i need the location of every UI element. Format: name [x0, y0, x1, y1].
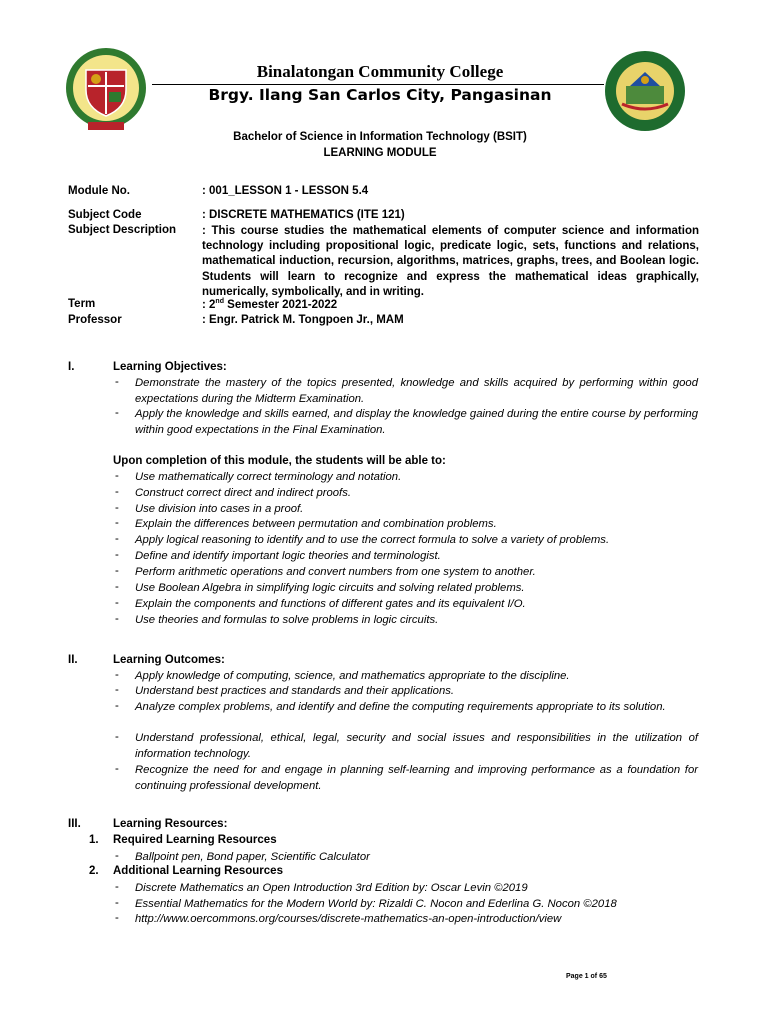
subject-description-value: : This course studies the mathematical elements of computer science and information technology including propositional logic, predicate logic, sets, functions and relations, mathematical induction, recursion, algorithms, matrices, graphs, trees, and Boolean logic. Students will learn to recognize and express the mathematical ideas graphically, numerically, symbolically, and in writing. [202, 225, 699, 298]
bullet: - [115, 470, 119, 482]
list-item: Explain the differences between permutation and combination problems. [135, 518, 497, 530]
list-item: Apply logical reasoning to identify and to use the correct formula to solve a variety of problems. [135, 534, 610, 546]
bullet: - [115, 897, 119, 909]
resource-number: 1. [89, 834, 99, 846]
bullet: - [115, 502, 119, 514]
link-item[interactable]: http://www.oercommons.org/courses/discrete-mathematics-an-open-introduction/view [135, 913, 562, 925]
bullet: - [115, 881, 119, 893]
list-item: Discrete Mathematics an Open Introduction 3rd Edition by: Oscar Levin ©2019 [135, 882, 528, 894]
section-title: Learning Resources: [113, 818, 228, 830]
section-number: III. [68, 818, 81, 830]
list-item: Essential Mathematics for the Modern World by: Rizaldi C. Nocon and Ederlina G. Nocon ©2018 [135, 898, 617, 910]
resource-number: 2. [89, 865, 99, 877]
list-item: Define and identify important logic theories and terminologist. [135, 550, 441, 562]
bullet: - [115, 684, 119, 696]
header-divider [152, 84, 604, 85]
list-item: Understand best practices and standards and their applications. [135, 685, 455, 697]
module-no-value: : 001_LESSON 1 - LESSON 5.4 [202, 185, 369, 197]
college-address: Brgy. Ilang San Carlos City, Pangasinan [208, 86, 552, 104]
list-item: Construct correct direct and indirect proofs. [135, 487, 351, 499]
term-value: : 2nd Semester 2021-2022 [202, 298, 338, 311]
bullet: - [115, 486, 119, 498]
bullet: - [115, 533, 119, 545]
bullet: - [115, 613, 119, 625]
resource-title: Additional Learning Resources [113, 865, 283, 877]
section-title: Learning Objectives: [113, 361, 227, 373]
professor-value: : Engr. Patrick M. Tongpoen Jr., MAM [202, 314, 404, 326]
college-seal-logo [64, 46, 148, 136]
list-item: Understand professional, ethical, legal, security and social issues and responsibilities in the utilization of information technology. [135, 732, 698, 760]
subject-description-label: Subject Description [68, 224, 176, 236]
list-item: Analyze complex problems, and identify and define the computing requirements appropriate to its solution. [135, 701, 666, 713]
bullet: - [115, 581, 119, 593]
bullet: - [115, 850, 119, 862]
bullet: - [115, 549, 119, 561]
professor-label: Professor [68, 314, 122, 326]
list-item: Use mathematically correct terminology and notation. [135, 471, 402, 483]
bullet: - [115, 763, 119, 775]
bullet: - [115, 731, 119, 743]
list-item: Use Boolean Algebra in simplifying logic circuits and solving related problems. [135, 582, 525, 594]
bullet: - [115, 407, 119, 419]
degree-title: Bachelor of Science in Information Technology (BSIT) [233, 131, 527, 143]
list-item: Perform arithmetic operations and convert numbers from one system to another. [135, 566, 536, 578]
bullet: - [115, 376, 119, 388]
section-number: II. [68, 654, 78, 666]
list-item: Explain the components and functions of different gates and its equivalent I/O. [135, 598, 526, 610]
bullet: - [115, 597, 119, 609]
module-no-label: Module No. [68, 185, 130, 197]
subject-code-value: : DISCRETE MATHEMATICS (ITE 121) [202, 209, 405, 221]
college-name: Binalatongan Community College [256, 62, 504, 81]
bullet: - [115, 700, 119, 712]
subject-code-label: Subject Code [68, 209, 142, 221]
list-item: Apply the knowledge and skills earned, and display the knowledge gained during the entire course by performing within good expectations in the Final Examination. [135, 408, 698, 436]
list-item: Ballpoint pen, Bond paper, Scientific Calculator [135, 851, 370, 863]
resource-title: Required Learning Resources [113, 834, 277, 846]
list-item: Use division into cases in a proof. [135, 503, 304, 515]
program-heading [100, 129, 660, 161]
term-label: Term [68, 298, 96, 310]
section-title: Learning Outcomes: [113, 654, 225, 666]
bullet: - [115, 669, 119, 681]
module-type: LEARNING MODULE [323, 147, 437, 159]
section-number: I. [68, 361, 75, 373]
list-item: Use theories and formulas to solve problems in logic circuits. [135, 614, 439, 626]
subsection-title: Upon completion of this module, the students will be able to: [113, 455, 446, 467]
bullet: - [115, 565, 119, 577]
list-item: Recognize the need for and engage in planning self-learning and improving performance as a foundation for continuing professional development. [135, 764, 698, 792]
page-number: Page 1 of 65 [566, 973, 607, 980]
city-seal-logo [604, 50, 686, 132]
list-item: Apply knowledge of computing, science, and mathematics appropriate to the discipline. [135, 670, 570, 682]
list-item: Demonstrate the mastery of the topics presented, knowledge and skills acquired by performing within good expectations during the Midterm Examination. [135, 377, 698, 405]
bullet: - [115, 912, 119, 924]
bullet: - [115, 517, 119, 529]
